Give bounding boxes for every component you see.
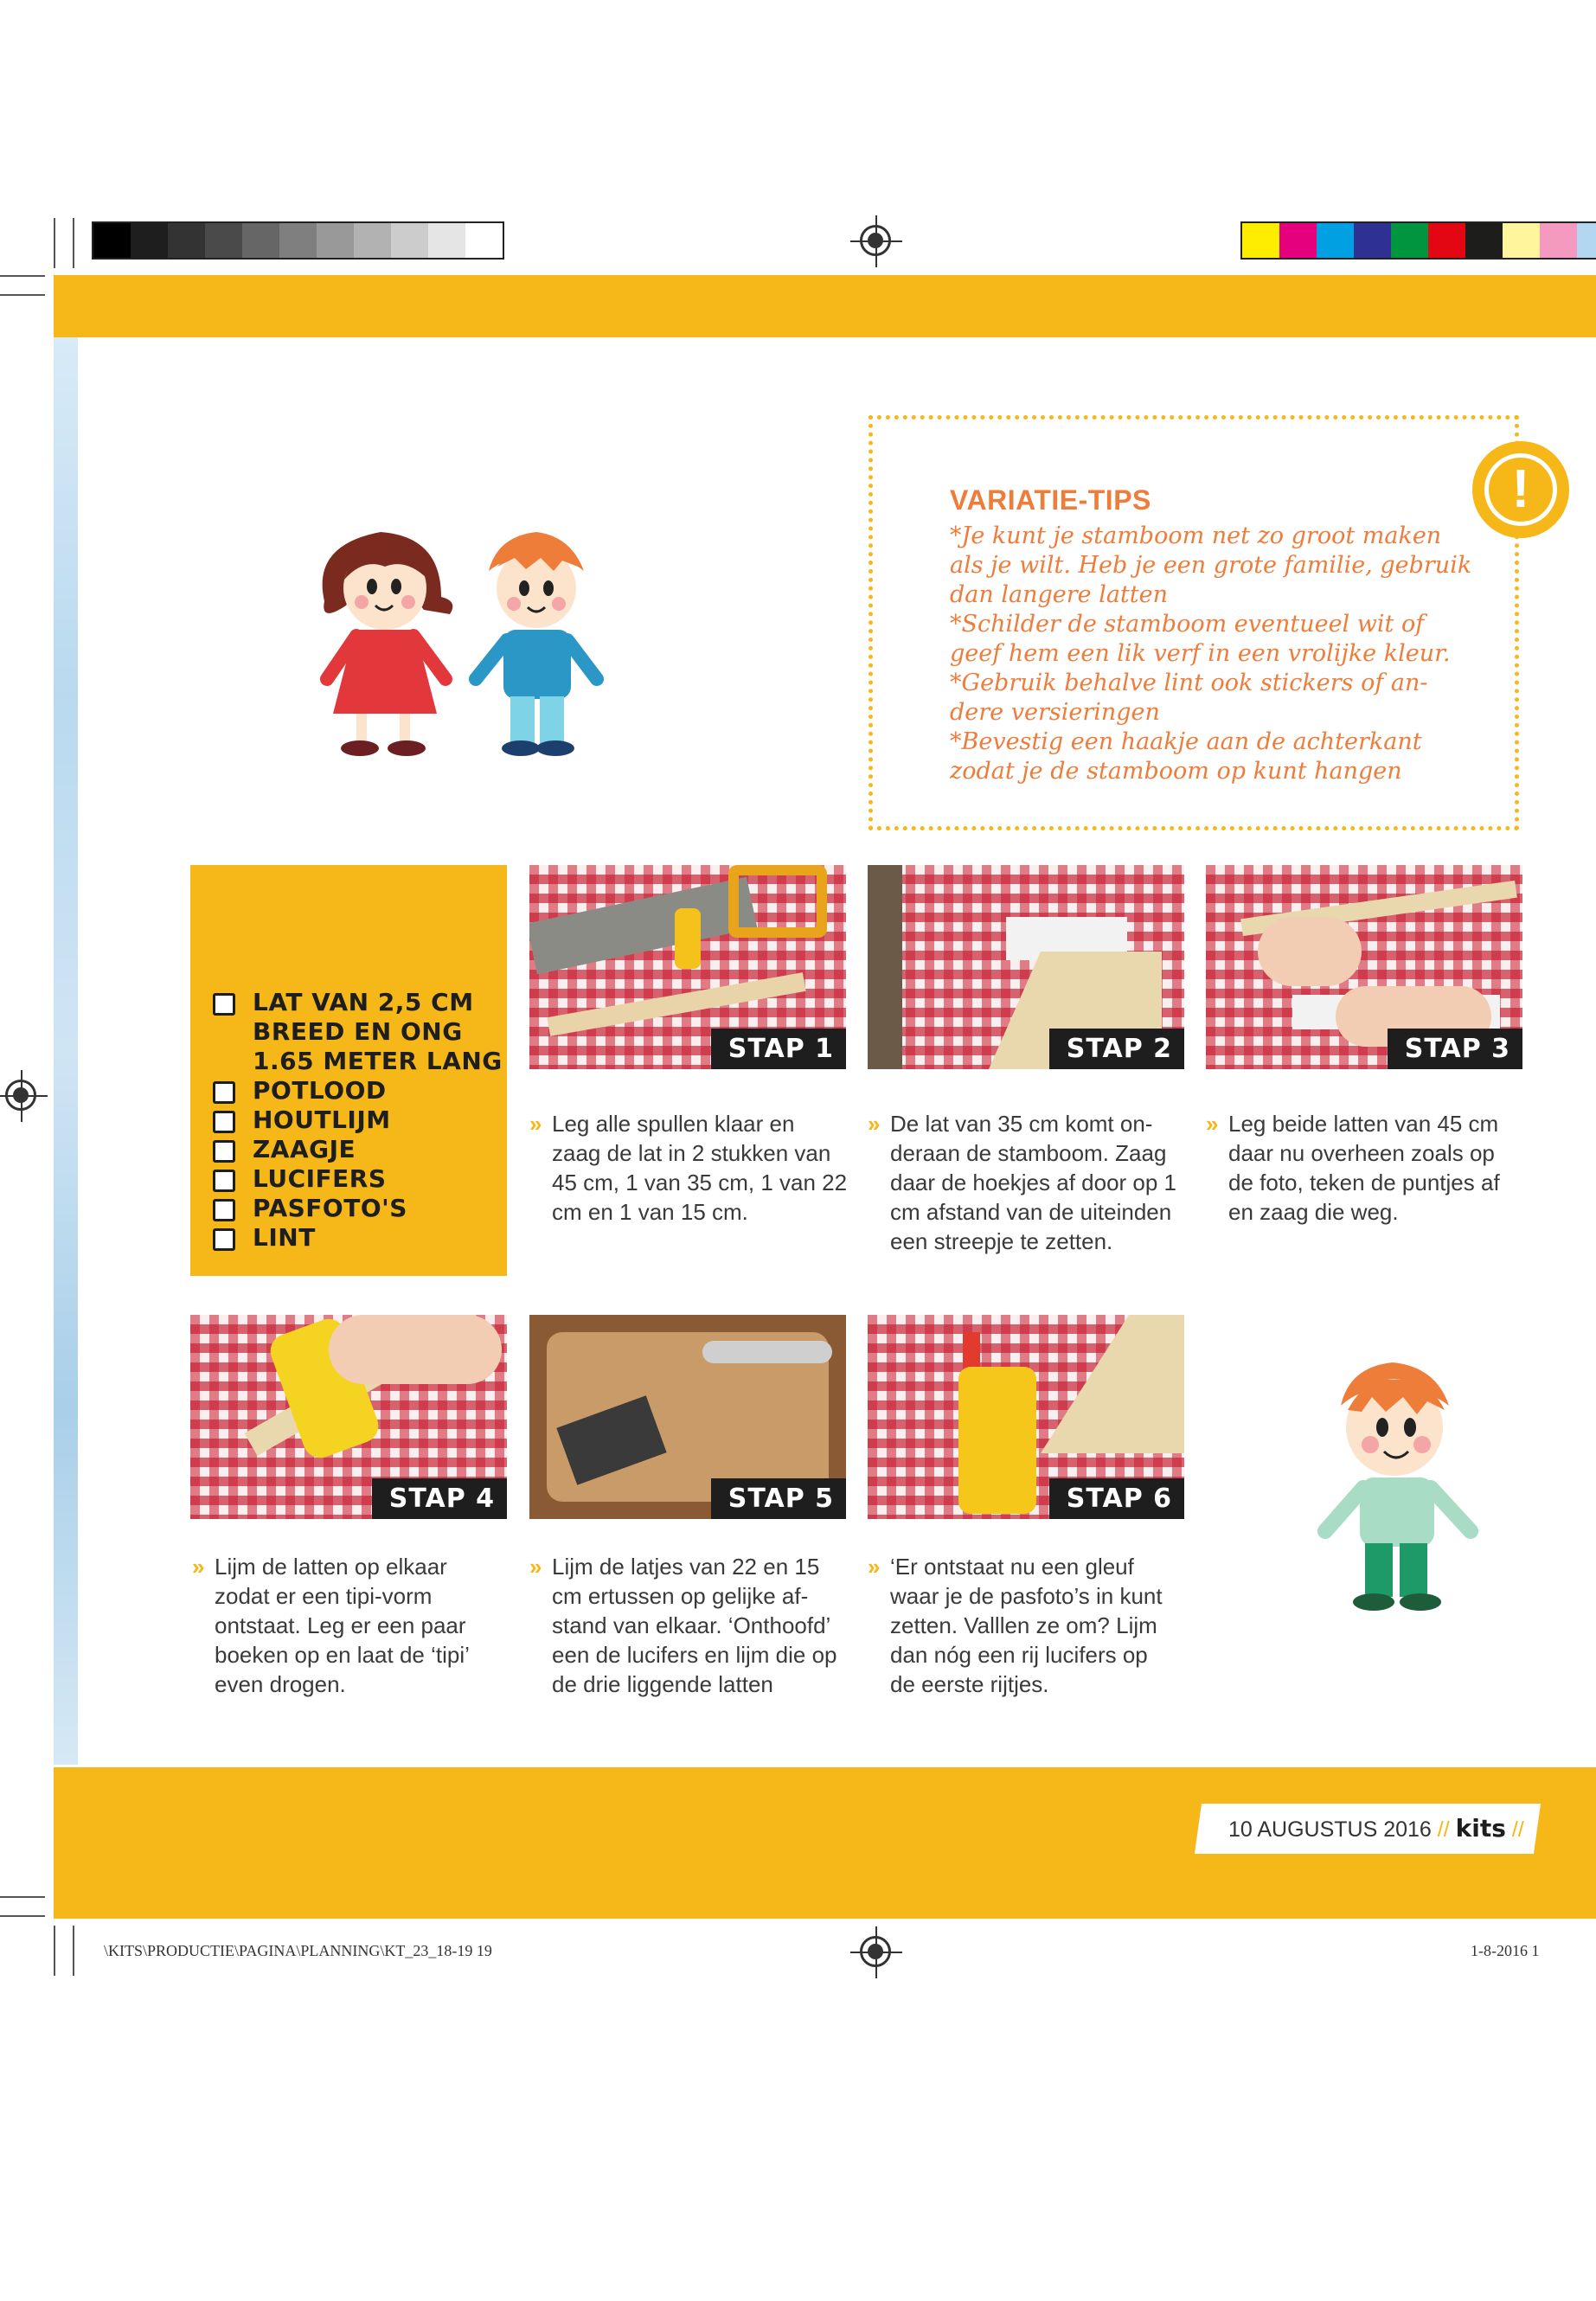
crop-mark — [0, 1896, 45, 1898]
checkbox-icon — [213, 1111, 235, 1133]
tips-line: zodat je de stamboom op kunt hangen — [950, 758, 1402, 785]
step-text-line: cm ertussen op gelijke af- — [552, 1583, 809, 1609]
crop-mark — [0, 1915, 45, 1917]
materials-box — [190, 865, 507, 1276]
footer-end: // — [1511, 1817, 1524, 1842]
materials-item-label: HOUTLIJM — [253, 1106, 391, 1134]
tips-line: dere versieringen — [950, 699, 1160, 726]
step-label: STAP 5 — [711, 1478, 846, 1519]
step-5-text — [529, 1552, 874, 1699]
exclamation-icon: ! — [1472, 441, 1569, 538]
materials-item-label: LUCIFERS — [253, 1164, 387, 1193]
crop-mark — [0, 275, 45, 277]
step-label: STAP 6 — [1049, 1478, 1184, 1519]
materials-item-label: 1.65 METER LANG — [253, 1047, 503, 1075]
color-swatch — [465, 223, 503, 258]
color-swatch — [168, 223, 205, 258]
footer-separator: // — [1437, 1817, 1450, 1842]
step-text-line: ‘Er ontstaat nu een gleuf — [890, 1554, 1134, 1580]
step-text-line: een streepje te zetten. — [890, 1228, 1113, 1254]
materials-item-label: PASFOTO'S — [253, 1194, 407, 1222]
watercolor-edge — [54, 337, 78, 1765]
step-text-line: Lijm de latjes van 22 en 15 — [552, 1554, 820, 1580]
materials-list — [213, 988, 503, 1253]
gray-color-bar — [92, 221, 504, 260]
checkbox-icon — [213, 1081, 235, 1104]
step-text-line: De lat van 35 cm komt on- — [890, 1111, 1153, 1137]
step-text-line: even drogen. — [215, 1671, 346, 1697]
materials-item-label: LAT VAN 2,5 CM — [253, 988, 474, 1016]
materials-item — [213, 1194, 503, 1223]
tips-line: *Bevestig een haakje aan de achterkant — [950, 728, 1422, 755]
checkbox-icon — [213, 993, 235, 1016]
step-text-line: Leg beide latten van 45 cm — [1228, 1111, 1499, 1137]
color-swatch — [1540, 223, 1577, 258]
step-text-line: de drie liggende latten — [552, 1671, 773, 1697]
bullet-arrow-icon: » — [868, 1111, 881, 1137]
step-text-line: Leg alle spullen klaar en — [552, 1111, 795, 1137]
step-4-text — [192, 1552, 536, 1699]
boy-illustration — [1306, 1358, 1505, 1626]
color-swatch — [1354, 223, 1391, 258]
crop-mark — [54, 1926, 55, 1976]
step-photo-2 — [868, 865, 1184, 1069]
bullet-arrow-icon: » — [192, 1554, 205, 1580]
color-swatch — [391, 223, 428, 258]
color-bar — [1240, 221, 1596, 260]
step-label: STAP 3 — [1388, 1029, 1522, 1069]
checkbox-icon — [213, 1170, 235, 1192]
step-6-text — [868, 1552, 1212, 1699]
footer-date-line — [1228, 1814, 1524, 1843]
slug-path: \KITS\PRODUCTIE\PAGINA\PLANNING\KT_23_18-19 19 — [104, 1942, 492, 1959]
color-swatch — [1503, 223, 1540, 258]
tips-line: dan langere latten — [950, 581, 1169, 608]
step-photo-3 — [1206, 865, 1522, 1069]
step-text-line: daar nu overheen zoals op — [1228, 1140, 1495, 1166]
bullet-arrow-icon: » — [868, 1554, 881, 1580]
tips-line: geef hem een lik verf in een vrolijke kleur. — [950, 640, 1451, 667]
color-swatch — [1428, 223, 1465, 258]
materials-item — [213, 1223, 503, 1253]
step-text-line: cm afstand van de uiteinden — [890, 1199, 1172, 1225]
step-text-line: zaag de lat in 2 stukken van — [552, 1140, 831, 1166]
color-swatch — [131, 223, 168, 258]
step-3-text — [1206, 1109, 1550, 1227]
step-label: STAP 4 — [372, 1478, 507, 1519]
step-text-line: 45 cm, 1 van 35 cm, 1 van 22 — [552, 1170, 848, 1195]
crop-mark — [73, 218, 74, 268]
registration-target-icon — [860, 1936, 891, 1967]
color-swatch — [93, 223, 131, 258]
materials-item — [213, 988, 503, 1017]
step-photo-1 — [529, 865, 846, 1069]
tips-line: *Je kunt je stamboom net zo groot maken — [950, 522, 1442, 549]
step-text-line: boeken op en laat de ‘tipi’ — [215, 1642, 470, 1668]
step-text-line: deraan de stamboom. Zaag — [890, 1140, 1167, 1166]
registration-target-icon — [5, 1080, 36, 1111]
footer-brand: kits — [1455, 1814, 1506, 1843]
step-text-line: zodat er een tipi-vorm — [215, 1583, 433, 1609]
step-text-line: daar de hoekjes af door op 1 — [890, 1170, 1177, 1195]
tips-line: *Schilder de stamboom eventueel wit of — [950, 611, 1425, 638]
color-swatch — [428, 223, 465, 258]
step-label: STAP 2 — [1049, 1029, 1184, 1069]
bullet-arrow-icon: » — [529, 1111, 542, 1137]
step-text-line: stand van elkaar. ‘Onthoofd’ — [552, 1612, 831, 1638]
step-label: STAP 1 — [711, 1029, 846, 1069]
checkbox-icon — [213, 1199, 235, 1221]
step-text-line: de eerste rijtjes. — [890, 1671, 1049, 1697]
materials-item — [213, 1106, 503, 1135]
color-swatch — [1242, 223, 1279, 258]
tips-line: als je wilt. Heb je een grote familie, gebruik — [950, 552, 1472, 579]
color-swatch — [1577, 223, 1596, 258]
footer-date: 10 AUGUSTUS 2016 — [1228, 1817, 1432, 1842]
materials-item-label: LINT — [253, 1223, 316, 1252]
step-text-line: ontstaat. Leg er een paar — [215, 1612, 466, 1638]
color-swatch — [205, 223, 242, 258]
materials-item — [213, 1017, 503, 1047]
slug-date: 1-8-2016 1 — [1471, 1942, 1540, 1959]
step-text-line: dan nóg een rij lucifers op — [890, 1642, 1148, 1668]
step-text-line: waar je de pasfoto’s in kunt — [890, 1583, 1163, 1609]
kids-illustration — [303, 519, 649, 779]
crop-mark — [0, 294, 45, 296]
step-text-line: cm en 1 van 15 cm. — [552, 1199, 748, 1225]
color-swatch — [242, 223, 279, 258]
checkbox-icon — [213, 1140, 235, 1163]
materials-item — [213, 1047, 503, 1076]
bullet-arrow-icon: » — [1206, 1111, 1219, 1137]
tips-title: VARIATIE-TIPS — [950, 484, 1151, 516]
color-swatch — [1317, 223, 1354, 258]
tips-body — [950, 522, 1472, 786]
step-text-line: een de lucifers en lijm die op — [552, 1642, 837, 1668]
step-text-line: de foto, teken de puntjes af — [1228, 1170, 1500, 1195]
top-band — [54, 275, 1596, 337]
registration-target-icon — [860, 225, 891, 256]
checkbox-icon — [213, 1228, 235, 1251]
materials-item — [213, 1076, 503, 1106]
materials-item-label: ZAAGJE — [253, 1135, 356, 1163]
step-text-line: zetten. Valllen ze om? Lijm — [890, 1612, 1157, 1638]
crop-mark — [73, 1926, 74, 1976]
color-swatch — [1279, 223, 1317, 258]
crop-mark — [54, 218, 55, 268]
color-swatch — [317, 223, 354, 258]
color-swatch — [1465, 223, 1503, 258]
step-text-line: Lijm de latten op elkaar — [215, 1554, 447, 1580]
materials-item — [213, 1164, 503, 1194]
step-photo-4 — [190, 1315, 507, 1519]
color-swatch — [354, 223, 391, 258]
step-photo-6 — [868, 1315, 1184, 1519]
tips-line: *Gebruik behalve lint ook stickers of an- — [950, 670, 1428, 696]
color-swatch — [279, 223, 317, 258]
step-text-line: en zaag die weg. — [1228, 1199, 1399, 1225]
materials-item — [213, 1135, 503, 1164]
step-photo-5 — [529, 1315, 846, 1519]
materials-item-label: POTLOOD — [253, 1076, 387, 1105]
step-2-text — [868, 1109, 1212, 1256]
color-swatch — [1391, 223, 1428, 258]
materials-item-label: BREED EN ONG — [253, 1017, 463, 1046]
bullet-arrow-icon: » — [529, 1554, 542, 1580]
step-1-text — [529, 1109, 874, 1227]
